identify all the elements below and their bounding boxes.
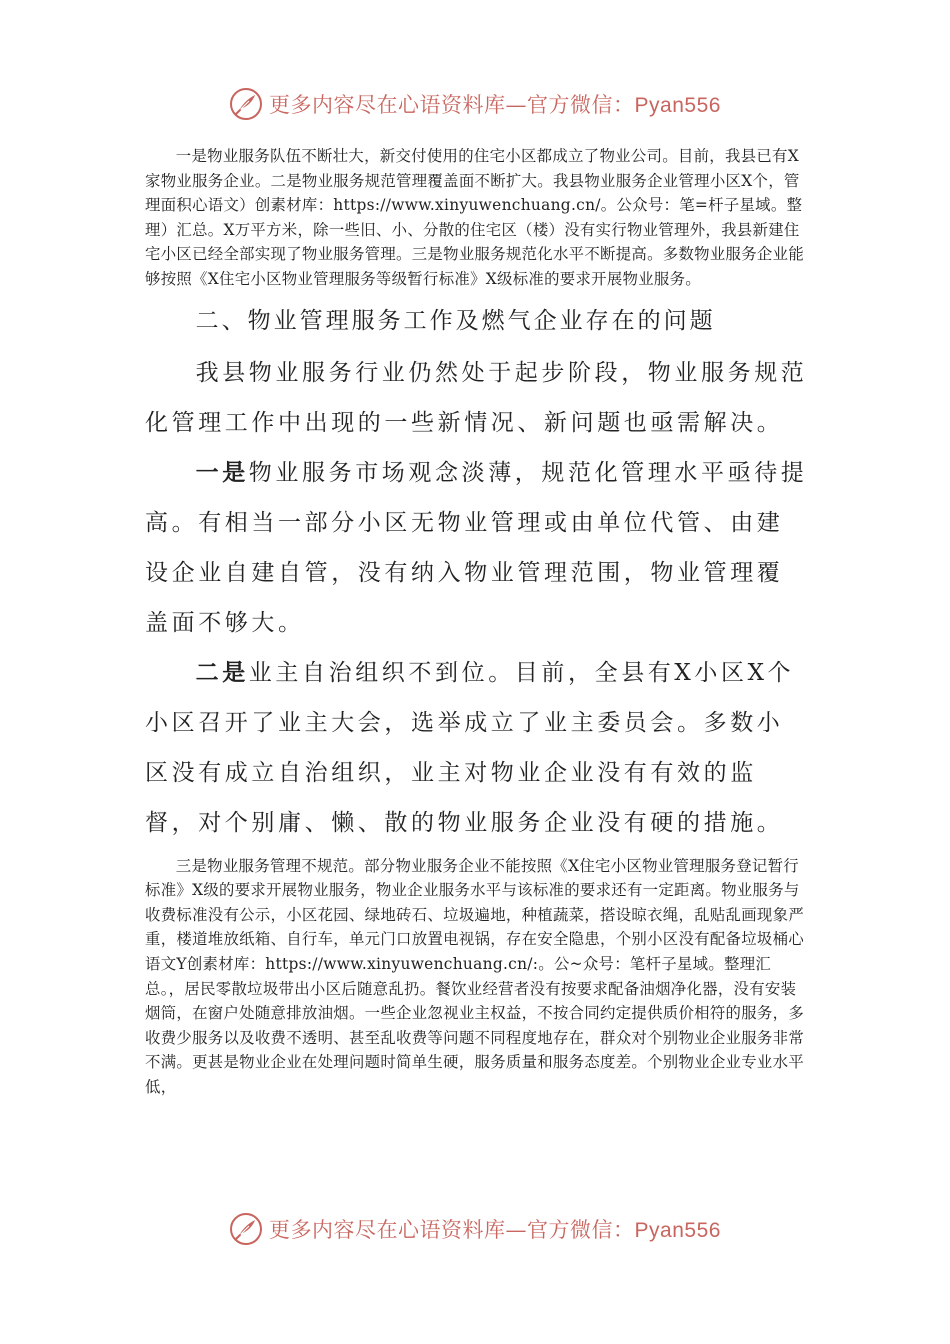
paragraph-issue-one: [145, 448, 809, 648]
wechat-handle: Pyan556: [634, 94, 721, 117]
paragraph-issue-two: [145, 648, 809, 848]
issue-two-text: 业主自治组织不到位。目前，全县有X小区X个小区召开了业主大会，选举成立了业主委员会。多数小区没有成立自治组织，业主对物业企业没有有效的监督，对个别庸、懒、散的物业服务企业没有硬的措施。: [145, 659, 795, 836]
header-watermark-banner: [0, 84, 950, 124]
issue-two-lead: 二是: [195, 659, 249, 686]
issue-one-lead: 一是: [195, 459, 249, 486]
footer-watermark-banner: [0, 1209, 950, 1249]
quill-logo-icon: [229, 1212, 263, 1246]
section-heading: 二、物业管理服务工作及燃气企业存在的问题: [195, 307, 716, 334]
quill-logo-icon: [229, 87, 263, 121]
paragraph-issue-three: 三是物业服务管理不规范。部分物业服务企业不能按照《X住宅小区物业管理服务登记暂行标准》X级的要求开展物业服务，物业企业服务水平与该标准的要求还有一定距离。物业服务与收费标准没有公示，小区花园、绿地砖石、垃圾遍地，种植蔬菜，搭设晾衣绳，乱贴乱画现象严重，楼道堆放纸箱、自行车，单元门口放置电视锅，存在安全隐患，个别小区没有配备垃圾桶心语文Y创素材库：https://www.xinyuwenchuang.cn/:。公~众号：笔杆子星域。整理汇总。，居民零散垃圾带出小区后随意乱扔。餐饮业经营者没有按要求配备油烟净化器，没有安装烟筒，在窗户处随意排放油烟。一些企业忽视业主权益，不按合同约定提供质价相符的服务，多收费少服务以及收费不透明、甚至乱收费等问题不同程度地存在，群众对个别物业企业服务非常不满。更甚是物业企业在处理问题时简单生硬，服务质量和服务态度差。个别物业企业专业水平低，: [145, 856, 805, 1096]
paragraph-intro: 我县物业服务行业仍然处于起步阶段，物业服务规范化管理工作中出现的一些新情况、新问题也亟需解决。: [145, 359, 808, 436]
banner-text: 更多内容尽在心语资料库—官方微信：Pyan556: [269, 1218, 721, 1242]
banner-text: 更多内容尽在心语资料库—官方微信：Pyan556: [269, 93, 721, 117]
wechat-handle: Pyan556: [634, 1219, 721, 1242]
paragraph-overview: 一是物业服务队伍不断壮大，新交付使用的住宅小区都成立了物业公司。目前，我县已有X家物业服务企业。二是物业服务规范管理覆盖面不断扩大。我县物业服务企业管理小区X个，管理面积心语文）创素材库：https://www.xinyuwenchuang.cn/。公众号：笔=杆子星域。整理）汇总。X万平方米，除一些旧、小、分散的住宅区（楼）没有实行物业管理外，我县新建住宅小区已经全部实现了物业服务管理。三是物业服务规范化水平不断提高。多数物业服务企业能够按照《X住宅小区物业管理服务等级暂行标准》X级标准的要求开展物业服务。: [145, 147, 805, 288]
issue-one-text: 物业服务市场观念淡薄，规范化管理水平亟待提高。有相当一部分小区无物业管理或由单位代管、由建设企业自建自管，没有纳入物业管理范围，物业管理覆盖面不够大。: [145, 459, 808, 636]
document-body: [145, 144, 809, 1100]
